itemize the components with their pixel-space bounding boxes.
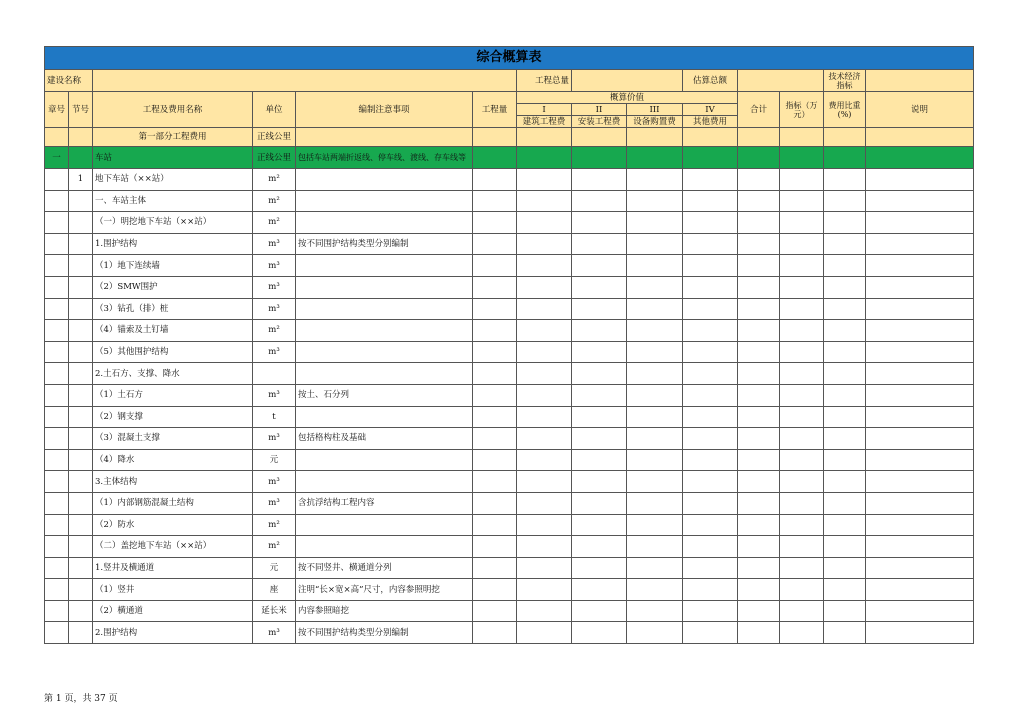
table-row (45, 600, 974, 622)
row-unit: m³ (253, 255, 296, 277)
row-notes (296, 341, 473, 363)
col-index: 指标（万元） (780, 92, 824, 128)
row-notes: 包括格构柱及基础 (296, 428, 473, 450)
row-unit: m³ (253, 233, 296, 255)
row-name: （1）竖井 (93, 579, 253, 601)
row-section (69, 622, 93, 644)
table-row (45, 471, 974, 493)
table-row (45, 579, 974, 601)
col-IV: IV (683, 104, 738, 116)
row-section (69, 449, 93, 471)
row-notes (296, 169, 473, 191)
row-section (69, 363, 93, 385)
table-row (45, 557, 974, 579)
row-notes: 含抗浮结构工程内容 (296, 492, 473, 514)
row-unit (253, 363, 296, 385)
row-name: （2）钢支撑 (93, 406, 253, 428)
green-row-name: 车站 (93, 147, 253, 169)
row-section (69, 600, 93, 622)
row-section (69, 320, 93, 342)
row-section (69, 536, 93, 558)
table-row (45, 536, 974, 558)
col-I: I (517, 104, 572, 116)
row-section (69, 471, 93, 493)
table-row (45, 514, 974, 536)
row-notes: 按土、石分列 (296, 384, 473, 406)
row-notes (296, 212, 473, 234)
row-name: 一、车站主体 (93, 190, 253, 212)
row-name: （3）混凝土支撑 (93, 428, 253, 450)
row-notes (296, 449, 473, 471)
row-name: （2）SMW围护 (93, 276, 253, 298)
row-notes: 注明“长×宽×高”尺寸，内容参照明挖 (296, 579, 473, 601)
part-one-unit: 正线公里 (253, 128, 296, 147)
col-III: III (627, 104, 683, 116)
row-name: 1.围护结构 (93, 233, 253, 255)
row-section (69, 212, 93, 234)
row-unit: m² (253, 190, 296, 212)
col-unit: 单位 (253, 92, 296, 128)
table-row (45, 320, 974, 342)
row-section (69, 579, 93, 601)
row-unit: m³ (253, 428, 296, 450)
row-unit: m³ (253, 276, 296, 298)
row-name: （1）内部钢筋混凝土结构 (93, 492, 253, 514)
col-estimate-value: 概算价值 (517, 92, 738, 104)
col-notes: 编制注意事项 (296, 92, 473, 128)
row-name: （1）地下连续墙 (93, 255, 253, 277)
row-notes (296, 471, 473, 493)
table-row (45, 255, 974, 277)
row-unit: 座 (253, 579, 296, 601)
row-unit: m² (253, 320, 296, 342)
row-unit: 延长米 (253, 600, 296, 622)
row-unit: m² (253, 514, 296, 536)
col-ratio: 费用比重(%) (824, 92, 866, 128)
col-total: 合计 (738, 92, 780, 128)
col-quantity: 工程量 (473, 92, 517, 128)
green-row-notes: 包括车站两端折返线、停车线、渡线、存车线等 (296, 147, 473, 169)
row-notes (296, 276, 473, 298)
row-unit: m³ (253, 298, 296, 320)
table-row (45, 428, 974, 450)
col-sub-II: 安装工程费 (572, 116, 627, 128)
row-notes (296, 363, 473, 385)
estimate-total-label: 估算总额 (683, 70, 738, 92)
row-unit: m² (253, 169, 296, 191)
row-notes: 按不同围护结构类型分别编制 (296, 622, 473, 644)
row-section (69, 557, 93, 579)
table-row (45, 169, 974, 191)
table-row (45, 449, 974, 471)
row-name: （2）防水 (93, 514, 253, 536)
col-sub-III: 设备购置费 (627, 116, 683, 128)
row-section (69, 255, 93, 277)
row-name: （二）盖挖地下车站（××站） (93, 536, 253, 558)
row-unit: m³ (253, 492, 296, 514)
row-section (69, 514, 93, 536)
row-unit: m³ (253, 341, 296, 363)
table-row (45, 363, 974, 385)
row-notes: 按不同围护结构类型分别编制 (296, 233, 473, 255)
row-unit: m³ (253, 622, 296, 644)
row-unit: m³ (253, 471, 296, 493)
row-notes (296, 514, 473, 536)
row-section (69, 492, 93, 514)
summary-estimate-table (44, 46, 974, 644)
part-one-name: 第一部分工程费用 (93, 128, 253, 147)
col-remark: 说明 (866, 92, 974, 128)
table-row (45, 341, 974, 363)
row-section (69, 298, 93, 320)
row-name: 地下车站（××站） (93, 169, 253, 191)
row-notes (296, 406, 473, 428)
row-name: 3.主体结构 (93, 471, 253, 493)
green-row-unit: 正线公里 (253, 147, 296, 169)
row-name: （4）降水 (93, 449, 253, 471)
row-unit: t (253, 406, 296, 428)
row-name: 2.土石方、支撑、降水 (93, 363, 253, 385)
row-section (69, 233, 93, 255)
row-notes (296, 298, 473, 320)
table-row (45, 233, 974, 255)
table-title: 综合概算表 (45, 47, 974, 70)
row-unit: 元 (253, 449, 296, 471)
row-name: （5）其他围护结构 (93, 341, 253, 363)
col-section: 节号 (69, 92, 93, 128)
row-unit: m² (253, 212, 296, 234)
row-unit: m² (253, 536, 296, 558)
row-name: （4）锚索及土钉墙 (93, 320, 253, 342)
table-row (45, 190, 974, 212)
col-name: 工程及费用名称 (93, 92, 253, 128)
table-row (45, 212, 974, 234)
row-notes (296, 190, 473, 212)
row-name: 1.竖井及横通道 (93, 557, 253, 579)
row-section (69, 341, 93, 363)
table-row (45, 276, 974, 298)
row-section (69, 190, 93, 212)
row-section (69, 428, 93, 450)
row-section (69, 406, 93, 428)
row-section: 1 (69, 169, 93, 191)
table-row (45, 298, 974, 320)
row-notes: 按不同竖井、横通道分列 (296, 557, 473, 579)
page-footer: 第 1 页，共 37 页 (44, 694, 118, 704)
col-sub-IV: 其他费用 (683, 116, 738, 128)
row-name: （3）钻孔（排）桩 (93, 298, 253, 320)
col-chapter: 章号 (45, 92, 69, 128)
row-section (69, 384, 93, 406)
row-section (69, 276, 93, 298)
project-total-label: 工程总量 (517, 70, 572, 92)
row-name: （一）明挖地下车站（××站） (93, 212, 253, 234)
table-row (45, 384, 974, 406)
row-notes (296, 320, 473, 342)
table-row (45, 622, 974, 644)
col-II: II (572, 104, 627, 116)
row-unit: m³ (253, 384, 296, 406)
row-name: （1）土石方 (93, 384, 253, 406)
col-sub-I: 建筑工程费 (517, 116, 572, 128)
row-name: （2）横通道 (93, 600, 253, 622)
row-notes (296, 536, 473, 558)
row-notes (296, 255, 473, 277)
row-notes: 内容参照暗挖 (296, 600, 473, 622)
table-row (45, 492, 974, 514)
row-name: 2.围护结构 (93, 622, 253, 644)
tech-econ-label: 技术经济指标 (824, 70, 866, 92)
row-unit: 元 (253, 557, 296, 579)
table-row (45, 406, 974, 428)
green-row-chapter: 一 (45, 147, 69, 169)
project-name-label: 建设名称 (45, 70, 93, 92)
